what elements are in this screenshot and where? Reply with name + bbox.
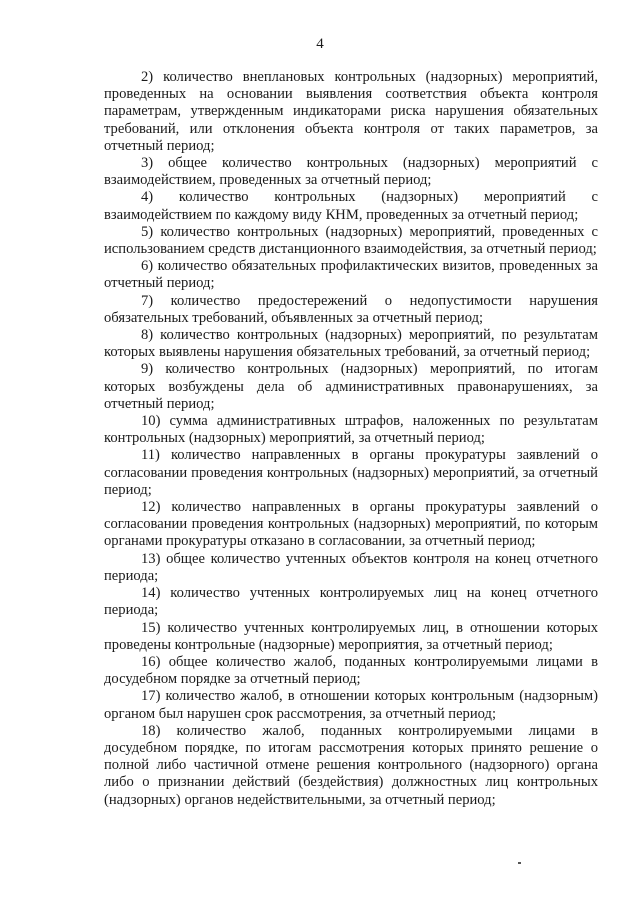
paragraph-11: 11) количество направленных в органы прокуратуры заявлений о согласовании проведения контрольных (надзорных) мероприятий, за отчетный период; bbox=[104, 447, 598, 498]
paragraph-3: 3) общее количество контрольных (надзорных) мероприятий с взаимодействием, проведенных за отчетный период; bbox=[104, 155, 598, 189]
paragraph-14: 14) количество учтенных контролируемых лиц на конец отчетного периода; bbox=[104, 585, 598, 619]
paragraph-12: 12) количество направленных в органы прокуратуры заявлений о согласовании проведения контрольных (надзорных) мероприятий, по которым органами прокуратуры отказано в согласовании, за отчетный период; bbox=[104, 499, 598, 550]
paragraph-8: 8) количество контрольных (надзорных) мероприятий, по результатам которых выявлены нарушения обязательных требований, за отчетный период; bbox=[104, 327, 598, 361]
paragraph-4: 4) количество контрольных (надзорных) мероприятий с взаимодействием по каждому виду КНМ, проведенных за отчетный период; bbox=[104, 189, 598, 223]
paragraph-5: 5) количество контрольных (надзорных) мероприятий, проведенных с использованием средств дистанционного взаимодействия, за отчетный период; bbox=[104, 223, 598, 258]
paragraph-15: 15) количество учтенных контролируемых лиц, в отношении которых проведены контрольные (надзорные) мероприятия, за отчетный период; bbox=[104, 619, 598, 653]
paragraph-16: 16) общее количество жалоб, поданных контролируемыми лицами в досудебном порядке за отчетный период; bbox=[104, 653, 598, 688]
paragraph-6: 6) количество обязательных профилактических визитов, проведенных за отчетный период; bbox=[104, 258, 598, 292]
paragraph-7: 7) количество предостережений о недопустимости нарушения обязательных требований, объявленных за отчетный период; bbox=[104, 292, 598, 326]
page-number: 4 bbox=[316, 36, 324, 52]
document-body bbox=[104, 69, 598, 809]
paragraph-18: 18) количество жалоб, поданных контролируемыми лицами в досудебном порядке, по итогам рассмотрения которых принято решение о полной либо частичной отмене решения контрольного (надзорного) органа либо о признании действий (бездействия) должностных лиц контрольных (надзорных) органов недействительными, за отчетный период; bbox=[104, 722, 598, 808]
paragraph-2: 2) количество внеплановых контрольных (надзорных) мероприятий, проведенных на основании выявления соответствия объекта контроля параметрам, утвержденным индикаторами риска нарушения обязательных требований, или отклонения объекта контроля от таких параметров, за отчетный период; bbox=[104, 69, 598, 154]
paragraph-17: 17) количество жалоб, в отношении которых контрольным (надзорным) органом был нарушен срок рассмотрения, за отчетный период; bbox=[104, 688, 598, 722]
paragraph-10: 10) сумма административных штрафов, наложенных по результатам контрольных (надзорных) мероприятий, за отчетный период; bbox=[104, 413, 598, 447]
paragraph-9: 9) количество контрольных (надзорных) мероприятий, по итогам которых возбуждены дела об административных правонарушениях, за отчетный период; bbox=[104, 361, 598, 412]
scan-speck bbox=[518, 862, 521, 864]
paragraph-13: 13) общее количество учтенных объектов контроля на конец отчетного периода; bbox=[104, 550, 598, 584]
